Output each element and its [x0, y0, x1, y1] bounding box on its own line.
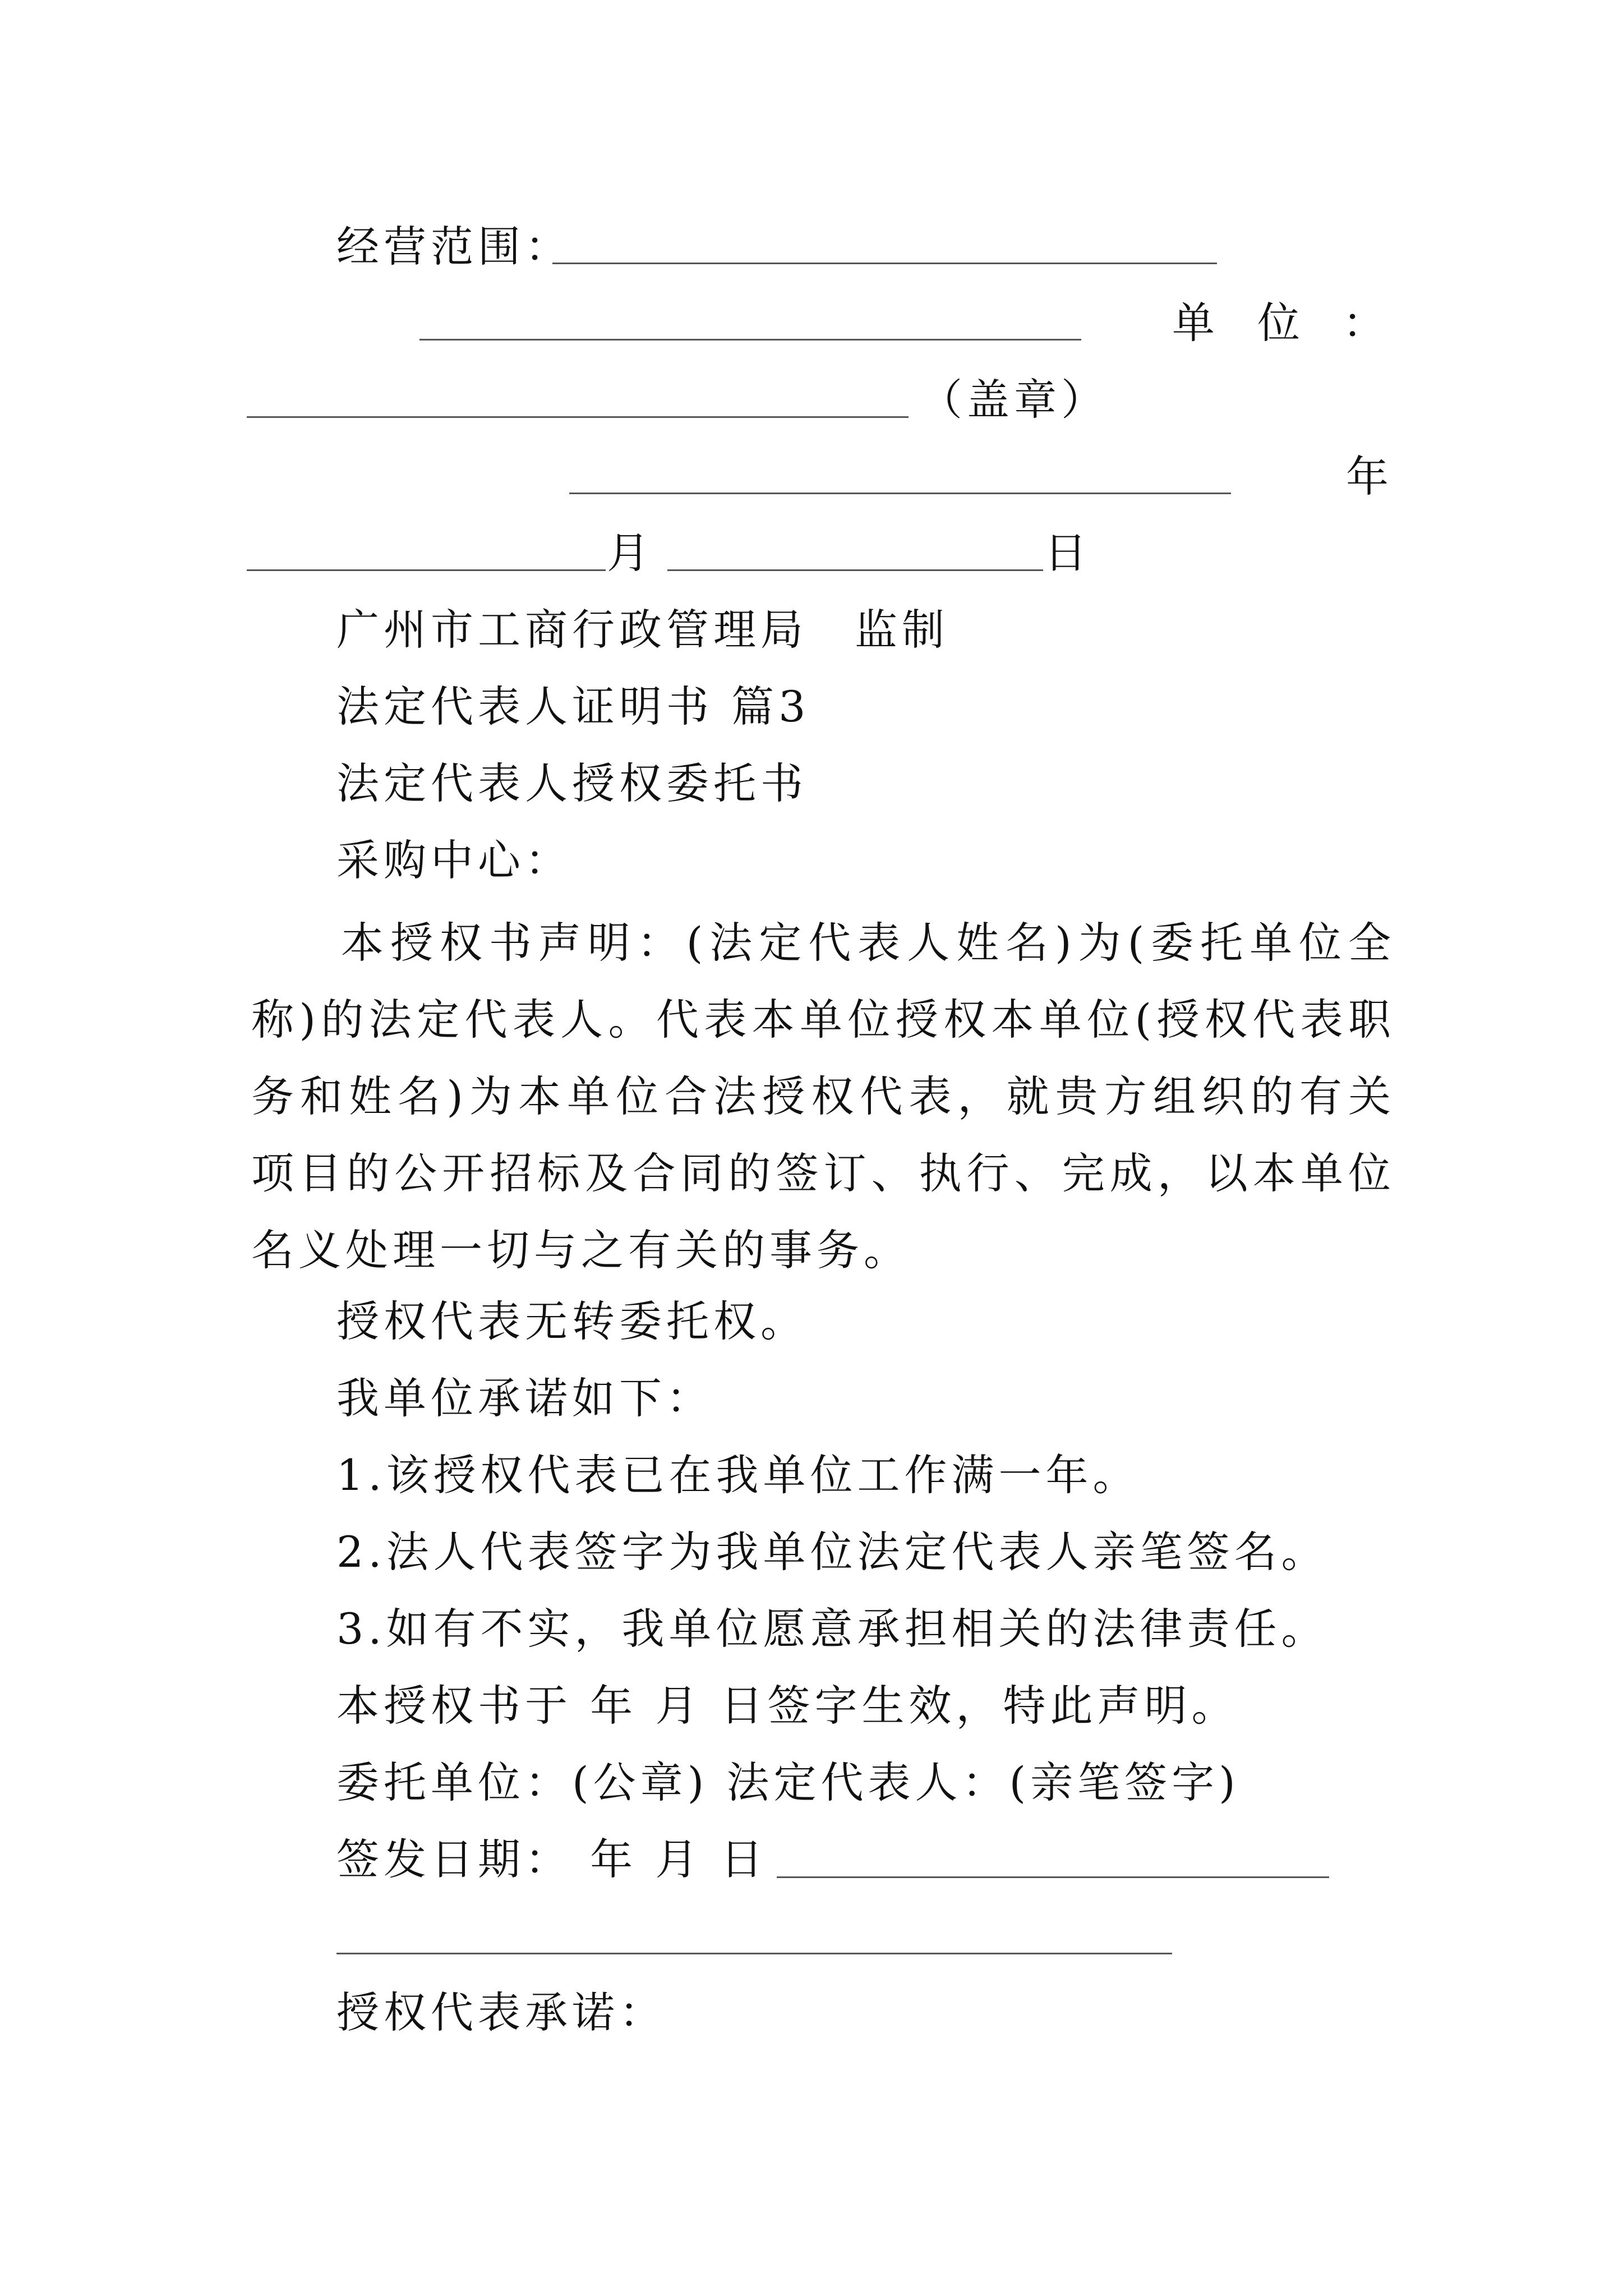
unit-label: 单 位 ：: [1172, 298, 1385, 348]
scope-underline: [552, 263, 1217, 264]
addressee: 采购中心：: [336, 835, 572, 885]
signature-line: 委托单位：(公章) 法定代表人：(亲笔签字): [336, 1757, 1240, 1807]
commitment-intro: 我单位承诺如下：: [336, 1373, 713, 1423]
seal-note: （盖章）: [920, 375, 1108, 425]
rep-commitment: 授权代表承诺：: [336, 1987, 666, 2037]
month-label: 月: [607, 528, 654, 578]
effective-statement: 本授权书于 年 月 日签字生效，特此声明。: [336, 1681, 1239, 1731]
document-title: 法定代表人授权委托书: [336, 758, 808, 808]
issue-date: 签发日期： 年 月 日: [336, 1834, 768, 1884]
day-underline: [667, 569, 1043, 571]
commitment-item-1: 1.该授权代表已在我单位工作满一年。: [336, 1450, 1140, 1500]
year-underline: [569, 493, 1231, 494]
declaration-paragraph: 本授权书声明：(法定代表人姓名)为(委托单位全称)的法定代表人。代表本单位授权本单位(授权代表职务和姓名)为本单位合法授权代表，就贵方组织的有关 项目的公开招标及合同的签订、执行、完成，以本单位名义处理一切与之有关的事务。: [251, 918, 1395, 1275]
scope-underline-2: [419, 339, 1081, 341]
scope-label: 经营范围：: [336, 222, 572, 272]
issue-date-underline: [777, 1876, 1329, 1878]
supervisor-line: 广州市工商行政管理局 监制: [336, 605, 949, 655]
separator-underline: [336, 1953, 1172, 1954]
unit-underline: [247, 416, 909, 418]
day-label: 日: [1044, 528, 1091, 578]
commitment-item-2: 2.法人代表签字为我单位法定代表人亲笔签名。: [336, 1527, 1329, 1577]
commitment-item-3: 3.如有不实，我单位愿意承担相关的法律责任。: [336, 1604, 1329, 1654]
month-underline: [247, 569, 606, 571]
no-subdelegation: 授权代表无转委托权。: [336, 1296, 808, 1346]
year-label: 年: [1346, 452, 1393, 501]
section-title: 法定代表人证明书 篇3: [336, 682, 810, 731]
